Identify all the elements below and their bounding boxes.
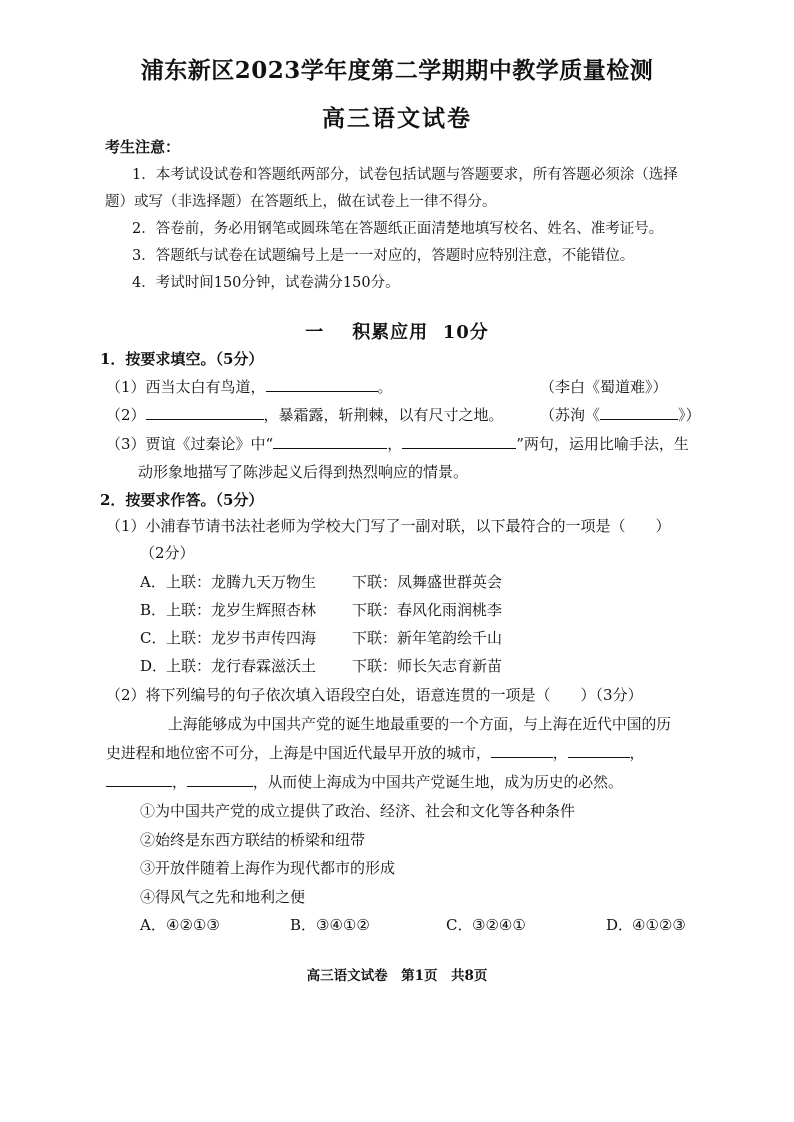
q1-sub-1-source: （李白《蜀道难》） [540, 378, 668, 396]
option-b[interactable] [290, 914, 370, 935]
option-b[interactable] [140, 599, 316, 620]
q1-sub-3-mid: ， [387, 435, 403, 453]
passage-line-3 [106, 771, 623, 792]
section-number: 一 [305, 322, 325, 343]
option-label: A． [140, 916, 166, 934]
sentence-1: ①为中国共产党的成立提供了政治、经济、社会和文化等各种条件 [140, 802, 576, 820]
option-upper: 上联：龙岁生辉照杏林 [166, 601, 317, 619]
notice-item-3: 3．答题纸与试卷在试题编号上是一一对应的，答题时应特别注意，不能错位。 [132, 248, 635, 264]
notice-item-1-line-2: 题）或写（非选择题）在答题纸上，做在试卷上一律不得分。 [105, 194, 497, 210]
section-title: 积累应用 [352, 322, 429, 343]
passage-line-2-text: 史进程和地位密不可分，上海是中国近代最早开放的城市， [106, 745, 491, 762]
answer-blank[interactable] [187, 772, 253, 787]
option-a[interactable] [140, 914, 220, 935]
section-score: 10分 [442, 322, 489, 343]
option-text: ③④①② [316, 916, 370, 934]
notice-item-4: 4．考试时间150分钟，试卷满分150分。 [132, 275, 400, 291]
answer-blank[interactable] [106, 772, 172, 787]
answer-blank[interactable] [491, 743, 553, 758]
q1-sub-1-suffix: 。 [377, 378, 393, 396]
option-label: A． [140, 573, 166, 591]
option-label: D． [606, 916, 634, 934]
notice-heading: 考生注意： [105, 138, 181, 156]
sentence-4: ④得风气之先和地利之便 [140, 888, 306, 906]
q1-sub-2 [106, 404, 504, 425]
notice-item-1-line-1: 1．本考试设试卷和答题纸两部分，试卷包括试题与答题要求，所有答题必须涂（选择 [132, 167, 678, 183]
answer-blank[interactable] [568, 743, 630, 758]
sentence-2: ②始终是东西方联结的桥梁和纽带 [140, 831, 366, 849]
option-upper: 上联：龙腾九天万物生 [166, 573, 317, 591]
option-label: C． [446, 916, 473, 934]
option-b-lower: 下联：春风化雨润桃李 [352, 601, 503, 619]
q1-sub-1-prefix: （1）西当太白有鸟道， [106, 378, 266, 396]
passage-comma: ， [552, 745, 568, 762]
section-heading [0, 318, 794, 344]
option-label: D． [140, 657, 168, 675]
q1-sub-1 [106, 376, 393, 397]
option-c[interactable] [140, 627, 316, 648]
exam-subtitle: 高三语文试卷 [322, 105, 472, 132]
q2-part-1-line-1: （1）小浦春节请书法社老师为学校大门写了一副对联，以下最符合的一项是（ ） [106, 517, 671, 535]
q2-part-2-line-1: （2）将下列编号的句子依次填入语段空白处，语意连贯的一项是（ ）（3分） [106, 686, 643, 704]
q1-sub-2-prefix: （2） [106, 406, 146, 424]
option-d[interactable] [140, 655, 316, 676]
passage-line-3-end: ，从而使上海成为中国共产党诞生地，成为历史的必然。 [252, 774, 623, 791]
q1-sub-3 [106, 433, 689, 454]
passage-comma: ， [629, 745, 645, 762]
option-label: B． [140, 601, 167, 619]
option-c-lower: 下联：新年笔韵绘千山 [352, 629, 503, 647]
option-label: C． [140, 629, 167, 647]
option-d-lower: 下联：师长矢志育新苗 [352, 657, 503, 675]
answer-blank[interactable] [266, 377, 378, 392]
passage-comma: ， [172, 774, 187, 791]
option-a[interactable] [140, 571, 316, 592]
option-upper: 上联：龙岁书声传四海 [166, 629, 317, 647]
answer-blank[interactable] [146, 405, 264, 420]
option-label: B． [290, 916, 317, 934]
option-c[interactable] [446, 914, 526, 935]
q1-stem: 1．按要求填空。（5分） [100, 350, 264, 368]
notice-item-2: 2．答卷前，务必用钢笔或圆珠笔在答题纸正面清楚地填写校名、姓名、准考证号。 [132, 221, 664, 237]
q1-sub-2-source-pre: （苏洵《 [540, 406, 601, 424]
q1-sub-3-suffix: ”两句，运用比喻手法，生 [516, 435, 689, 453]
q2-part-1-line-2: （2分） [140, 544, 195, 562]
option-upper: 上联：龙行春霖滋沃土 [166, 657, 317, 675]
q2-stem: 2．按要求作答。（5分） [100, 491, 264, 509]
answer-blank[interactable] [600, 405, 678, 420]
option-a-lower: 下联：凤舞盛世群英会 [352, 573, 503, 591]
option-d[interactable] [606, 914, 686, 935]
answer-blank[interactable] [273, 434, 387, 449]
q1-sub-2-suffix: ，暴霜露，斩荆棘，以有尺寸之地。 [263, 406, 504, 424]
answer-blank[interactable] [402, 434, 516, 449]
exam-title: 浦东新区2023学年度第二学期期中教学质量检测 [140, 57, 654, 84]
option-text: ③②④① [472, 916, 526, 934]
passage-line-1: 上海能够成为中国共产党的诞生地最重要的一个方面，与上海在近代中国的历 [168, 716, 672, 733]
q1-sub-2-source-post: 》） [678, 406, 701, 424]
option-text: ④②①③ [166, 916, 220, 934]
q1-sub-3-line-2: 动形象地描写了陈涉起义后得到热烈响应的情景。 [138, 463, 469, 481]
page-footer: 高三语文试卷 第1页 共8页 [306, 968, 488, 984]
q1-sub-3-prefix: （3）贾谊《过秦论》中“ [106, 435, 274, 453]
passage-line-2 [106, 742, 644, 763]
q1-sub-2-source [540, 404, 701, 425]
option-text: ④①②③ [632, 916, 686, 934]
sentence-3: ③开放伴随着上海作为现代都市的形成 [140, 859, 396, 877]
